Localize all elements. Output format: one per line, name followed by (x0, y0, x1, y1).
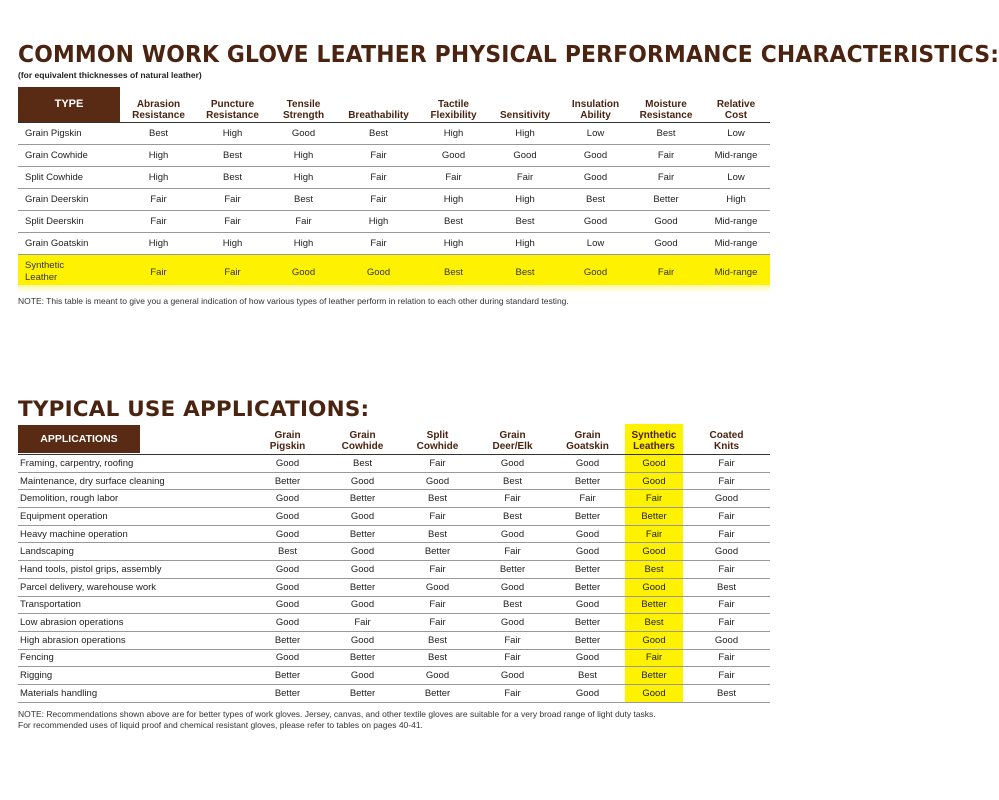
rating-cell: Fair (339, 145, 418, 167)
rating-cell: Good (339, 255, 418, 290)
header-line: Abrasion (136, 99, 181, 110)
application-name: Demolition, rough labor (18, 490, 250, 508)
rating-cell: Fair (400, 455, 475, 473)
rating-cell: High (268, 145, 339, 167)
header-line: Cowhide (416, 441, 459, 452)
header-line: Ability (580, 110, 611, 121)
column-header (120, 87, 197, 123)
rating-cell: Best (120, 123, 197, 145)
rating-cell: High (418, 189, 489, 211)
rating-cell: Best (339, 123, 418, 145)
rating-cell: Fair (268, 211, 339, 233)
rating-cell: Better (250, 684, 325, 702)
application-name: Transportation (18, 596, 250, 614)
rating-cell: Good (550, 525, 625, 543)
performance-table (18, 87, 770, 290)
application-name: Maintenance, dry surface cleaning (18, 472, 250, 490)
rating-cell: Good (625, 455, 683, 473)
type-header: TYPE (18, 87, 120, 123)
rating-cell: Best (683, 578, 770, 596)
highlight-fade (18, 285, 770, 293)
rating-cell: Best (250, 543, 325, 561)
performance-table-header (18, 87, 770, 123)
rating-cell: Good (550, 596, 625, 614)
column-header (268, 87, 339, 123)
rating-cell: Good (325, 472, 400, 490)
rating-cell: High (120, 145, 197, 167)
leather-type (18, 145, 120, 167)
header-line: Resistance (639, 110, 693, 121)
header-line: Grain Cowhide (25, 150, 88, 161)
rating-cell: Better (400, 684, 475, 702)
table-row (18, 684, 770, 702)
rating-cell: Better (550, 631, 625, 649)
rating-cell: Good (475, 578, 550, 596)
rating-cell: Best (197, 145, 268, 167)
header-line: Leathers (633, 441, 675, 452)
application-name: Equipment operation (18, 508, 250, 526)
table-row (18, 596, 770, 614)
rating-cell: Fair (339, 189, 418, 211)
rating-cell: Best (561, 189, 630, 211)
rating-cell: Fair (625, 649, 683, 667)
rating-cell: Fair (683, 667, 770, 685)
application-name: Heavy machine operation (18, 525, 250, 543)
rating-cell: Best (475, 472, 550, 490)
rating-cell: Best (197, 167, 268, 189)
table-row (18, 167, 770, 189)
rating-cell: High (339, 211, 418, 233)
rating-cell: Better (250, 667, 325, 685)
rating-cell: Good (400, 578, 475, 596)
header-line: Sensitivity (499, 110, 551, 121)
rating-cell: Good (250, 649, 325, 667)
leather-type (18, 167, 120, 189)
rating-cell: Fair (475, 631, 550, 649)
rating-cell: Fair (400, 561, 475, 579)
section1-title: COMMON WORK GLOVE LEATHER PHYSICAL PERFORMANCE CHARACTERISTICS: (18, 40, 999, 68)
header-line: Puncture (210, 99, 255, 110)
table-row (18, 525, 770, 543)
rating-cell: Good (625, 578, 683, 596)
rating-cell: Better (625, 508, 683, 526)
rating-cell: High (197, 233, 268, 255)
header-line: Split (426, 430, 449, 441)
header-line: Tactile (438, 99, 469, 110)
application-name: Low abrasion operations (18, 614, 250, 632)
column-header (489, 87, 561, 123)
table-row (18, 233, 770, 255)
rating-cell: Low (561, 123, 630, 145)
rating-cell: Good (325, 561, 400, 579)
rating-cell: Fair (683, 596, 770, 614)
header-line: Flexibility (430, 110, 477, 121)
rating-cell: Fair (120, 255, 197, 290)
column-header (630, 87, 702, 123)
rating-cell: Better (550, 578, 625, 596)
applications-header-cell (18, 424, 250, 455)
rating-cell: Good (561, 167, 630, 189)
rating-cell: Good (400, 667, 475, 685)
rating-cell: Fair (418, 167, 489, 189)
rating-cell: Good (325, 508, 400, 526)
rating-cell: Fair (475, 490, 550, 508)
rating-cell: Good (250, 490, 325, 508)
rating-cell: Good (268, 123, 339, 145)
rating-cell: Fair (120, 211, 197, 233)
header-line: Split Cowhide (25, 172, 84, 183)
applications-note-line: For recommended uses of liquid proof and chemical resistant gloves, please refer to tables on pages 40-41. (18, 720, 423, 730)
leather-type (18, 233, 120, 255)
applications-note-line: NOTE: Recommendations shown above are for better types of work gloves. Jersey, canvas, and other textile gloves are suitable for a very broad range of light duty tasks. (18, 709, 656, 719)
column-header (339, 87, 418, 123)
rating-cell: Best (400, 525, 475, 543)
rating-cell: High (418, 123, 489, 145)
header-line: Goatskin (566, 441, 609, 452)
rating-cell: Mid-range (702, 211, 770, 233)
column-header (475, 424, 550, 455)
rating-cell: Fair (400, 614, 475, 632)
rating-cell: Good (250, 525, 325, 543)
column-header (250, 424, 325, 455)
application-name: Fencing (18, 649, 250, 667)
rating-cell: High (418, 233, 489, 255)
rating-cell: Fair (325, 614, 400, 632)
table-row (18, 145, 770, 167)
rating-cell: Good (625, 543, 683, 561)
rating-cell: High (268, 167, 339, 189)
rating-cell: Fair (625, 525, 683, 543)
rating-cell: Good (625, 684, 683, 702)
rating-cell: Fair (339, 233, 418, 255)
rating-cell: Good (250, 508, 325, 526)
rating-cell: Good (475, 667, 550, 685)
applications-table-header (18, 424, 770, 455)
rating-cell: Good (475, 525, 550, 543)
rating-cell: Best (400, 649, 475, 667)
rating-cell: Good (683, 490, 770, 508)
table-row (18, 508, 770, 526)
rating-cell: Fair (550, 490, 625, 508)
rating-cell: High (268, 233, 339, 255)
rating-cell: Good (325, 631, 400, 649)
header-line: Deer/Elk (492, 441, 533, 452)
rating-cell: Fair (197, 211, 268, 233)
rating-cell: Good (683, 543, 770, 561)
table-row (18, 667, 770, 685)
table-row (18, 543, 770, 561)
column-header (418, 87, 489, 123)
table-row (18, 631, 770, 649)
rating-cell: Fair (475, 684, 550, 702)
applications-table (18, 424, 770, 703)
rating-cell: Mid-range (702, 255, 770, 290)
rating-cell: Best (325, 455, 400, 473)
application-name: Materials handling (18, 684, 250, 702)
rating-cell: Good (400, 472, 475, 490)
rating-cell: High (489, 189, 561, 211)
rating-cell: Better (250, 631, 325, 649)
leather-type (18, 189, 120, 211)
header-line: Pigskin (269, 441, 306, 452)
rating-cell: Fair (400, 596, 475, 614)
rating-cell: High (489, 233, 561, 255)
rating-cell: Mid-range (702, 233, 770, 255)
rating-cell: Fair (683, 525, 770, 543)
rating-cell: Good (630, 233, 702, 255)
table-row (18, 189, 770, 211)
rating-cell: Fair (489, 167, 561, 189)
header-line: Grain Pigskin (25, 128, 82, 139)
rating-cell: Better (475, 561, 550, 579)
applications-note (18, 709, 656, 731)
rating-cell: Best (625, 614, 683, 632)
rating-cell: Good (561, 255, 630, 290)
header-line: Moisture (645, 99, 687, 110)
header-line: Synthetic (25, 260, 65, 271)
rating-cell: Low (561, 233, 630, 255)
rating-cell: Fair (339, 167, 418, 189)
rating-cell: Better (550, 561, 625, 579)
rating-cell: Low (702, 167, 770, 189)
rating-cell: Mid-range (702, 145, 770, 167)
rating-cell: Good (630, 211, 702, 233)
table-row (18, 455, 770, 473)
rating-cell: Good (475, 455, 550, 473)
header-line: Coated (709, 430, 744, 441)
rating-cell: Fair (683, 649, 770, 667)
header-line: Insulation (571, 99, 620, 110)
rating-cell: Good (418, 145, 489, 167)
header-line: Grain (274, 430, 301, 441)
rating-cell: Fair (625, 490, 683, 508)
column-header (625, 424, 683, 455)
rating-cell: Good (250, 614, 325, 632)
table-row (18, 649, 770, 667)
leather-type (18, 211, 120, 233)
rating-cell: Good (561, 211, 630, 233)
rating-cell: Good (550, 543, 625, 561)
application-name: Parcel delivery, warehouse work (18, 578, 250, 596)
rating-cell: Fair (630, 167, 702, 189)
performance-note: NOTE: This table is meant to give you a general indication of how various types of leather perform in relation to each other during standard testing. (18, 296, 569, 306)
rating-cell: Better (625, 667, 683, 685)
rating-cell: Best (625, 561, 683, 579)
leather-type (18, 123, 120, 145)
header-line: Cost (724, 110, 748, 121)
header-line: Leather (25, 272, 58, 283)
section2-title: TYPICAL USE APPLICATIONS: (18, 397, 370, 422)
rating-cell: Best (489, 255, 561, 290)
rating-cell: Better (325, 525, 400, 543)
header-line: Grain (499, 430, 526, 441)
rating-cell: Better (250, 472, 325, 490)
rating-cell: Good (475, 614, 550, 632)
rating-cell: Better (550, 472, 625, 490)
rating-cell: High (120, 233, 197, 255)
header-line: Grain (574, 430, 601, 441)
rating-cell: Fair (683, 614, 770, 632)
rating-cell: Fair (475, 649, 550, 667)
table-row (18, 123, 770, 145)
rating-cell: Fair (683, 472, 770, 490)
column-header (325, 424, 400, 455)
rating-cell: Good (550, 649, 625, 667)
table-row (18, 614, 770, 632)
table-row (18, 472, 770, 490)
header-line: Grain Goatskin (25, 238, 89, 249)
rating-cell: Better (325, 649, 400, 667)
rating-cell: Good (550, 455, 625, 473)
application-name: High abrasion operations (18, 631, 250, 649)
rating-cell: Best (400, 631, 475, 649)
rating-cell: Best (489, 211, 561, 233)
rating-cell: Good (325, 667, 400, 685)
application-name: Landscaping (18, 543, 250, 561)
column-header (561, 87, 630, 123)
header-line: Cowhide (341, 441, 384, 452)
rating-cell: Fair (630, 255, 702, 290)
application-name: Hand tools, pistol grips, assembly (18, 561, 250, 579)
rating-cell: Good (625, 631, 683, 649)
rating-cell: Best (683, 684, 770, 702)
rating-cell: Fair (683, 561, 770, 579)
rating-cell: High (120, 167, 197, 189)
rating-cell: Better (550, 614, 625, 632)
header-line: Breathability (348, 110, 409, 121)
rating-cell: Good (250, 455, 325, 473)
rating-cell: Fair (630, 145, 702, 167)
rating-cell: High (702, 189, 770, 211)
rating-cell: High (197, 123, 268, 145)
header-line: Resistance (132, 110, 185, 121)
column-header (702, 87, 770, 123)
rating-cell: Better (630, 189, 702, 211)
rating-cell: Good (683, 631, 770, 649)
header-line: Tensile (286, 99, 321, 110)
rating-cell: Low (702, 123, 770, 145)
header-line: Synthetic (631, 430, 677, 441)
rating-cell: Best (418, 211, 489, 233)
rating-cell: Good (550, 684, 625, 702)
rating-cell: High (489, 123, 561, 145)
rating-cell: Fair (120, 189, 197, 211)
rating-cell: Best (550, 667, 625, 685)
rating-cell: Best (400, 490, 475, 508)
rating-cell: Good (325, 543, 400, 561)
rating-cell: Good (625, 472, 683, 490)
rating-cell: Fair (400, 508, 475, 526)
rating-cell: Best (630, 123, 702, 145)
header-line: Split Deerskin (25, 216, 84, 227)
section1-subtitle: (for equivalent thicknesses of natural leather) (18, 70, 202, 80)
rating-cell: Better (625, 596, 683, 614)
table-row (18, 211, 770, 233)
applications-header: APPLICATIONS (18, 425, 140, 453)
rating-cell: Better (325, 578, 400, 596)
header-line: Grain (349, 430, 376, 441)
column-header (683, 424, 770, 455)
rating-cell: Better (400, 543, 475, 561)
header-line: Grain Deerskin (25, 194, 89, 205)
header-line: Strength (282, 110, 325, 121)
table-row (18, 578, 770, 596)
rating-cell: Fair (683, 455, 770, 473)
column-header (400, 424, 475, 455)
rating-cell: Fair (197, 255, 268, 290)
rating-cell: Best (268, 189, 339, 211)
application-name: Framing, carpentry, roofing (18, 455, 250, 473)
application-name: Rigging (18, 667, 250, 685)
rating-cell: Fair (197, 189, 268, 211)
table-row (18, 561, 770, 579)
rating-cell: Good (561, 145, 630, 167)
header-line: Knits (714, 441, 739, 452)
header-line: Resistance (206, 110, 259, 121)
rating-cell: Best (418, 255, 489, 290)
rating-cell: Good (250, 561, 325, 579)
rating-cell: Good (489, 145, 561, 167)
rating-cell: Good (250, 578, 325, 596)
rating-cell: Good (250, 596, 325, 614)
rating-cell: Good (325, 596, 400, 614)
rating-cell: Good (268, 255, 339, 290)
table-row (18, 490, 770, 508)
rating-cell: Better (550, 508, 625, 526)
column-header (550, 424, 625, 455)
rating-cell: Best (475, 596, 550, 614)
rating-cell: Better (325, 684, 400, 702)
header-line: Relative (716, 99, 756, 110)
rating-cell: Fair (475, 543, 550, 561)
rating-cell: Best (475, 508, 550, 526)
rating-cell: Fair (683, 508, 770, 526)
rating-cell: Better (325, 490, 400, 508)
column-header (197, 87, 268, 123)
